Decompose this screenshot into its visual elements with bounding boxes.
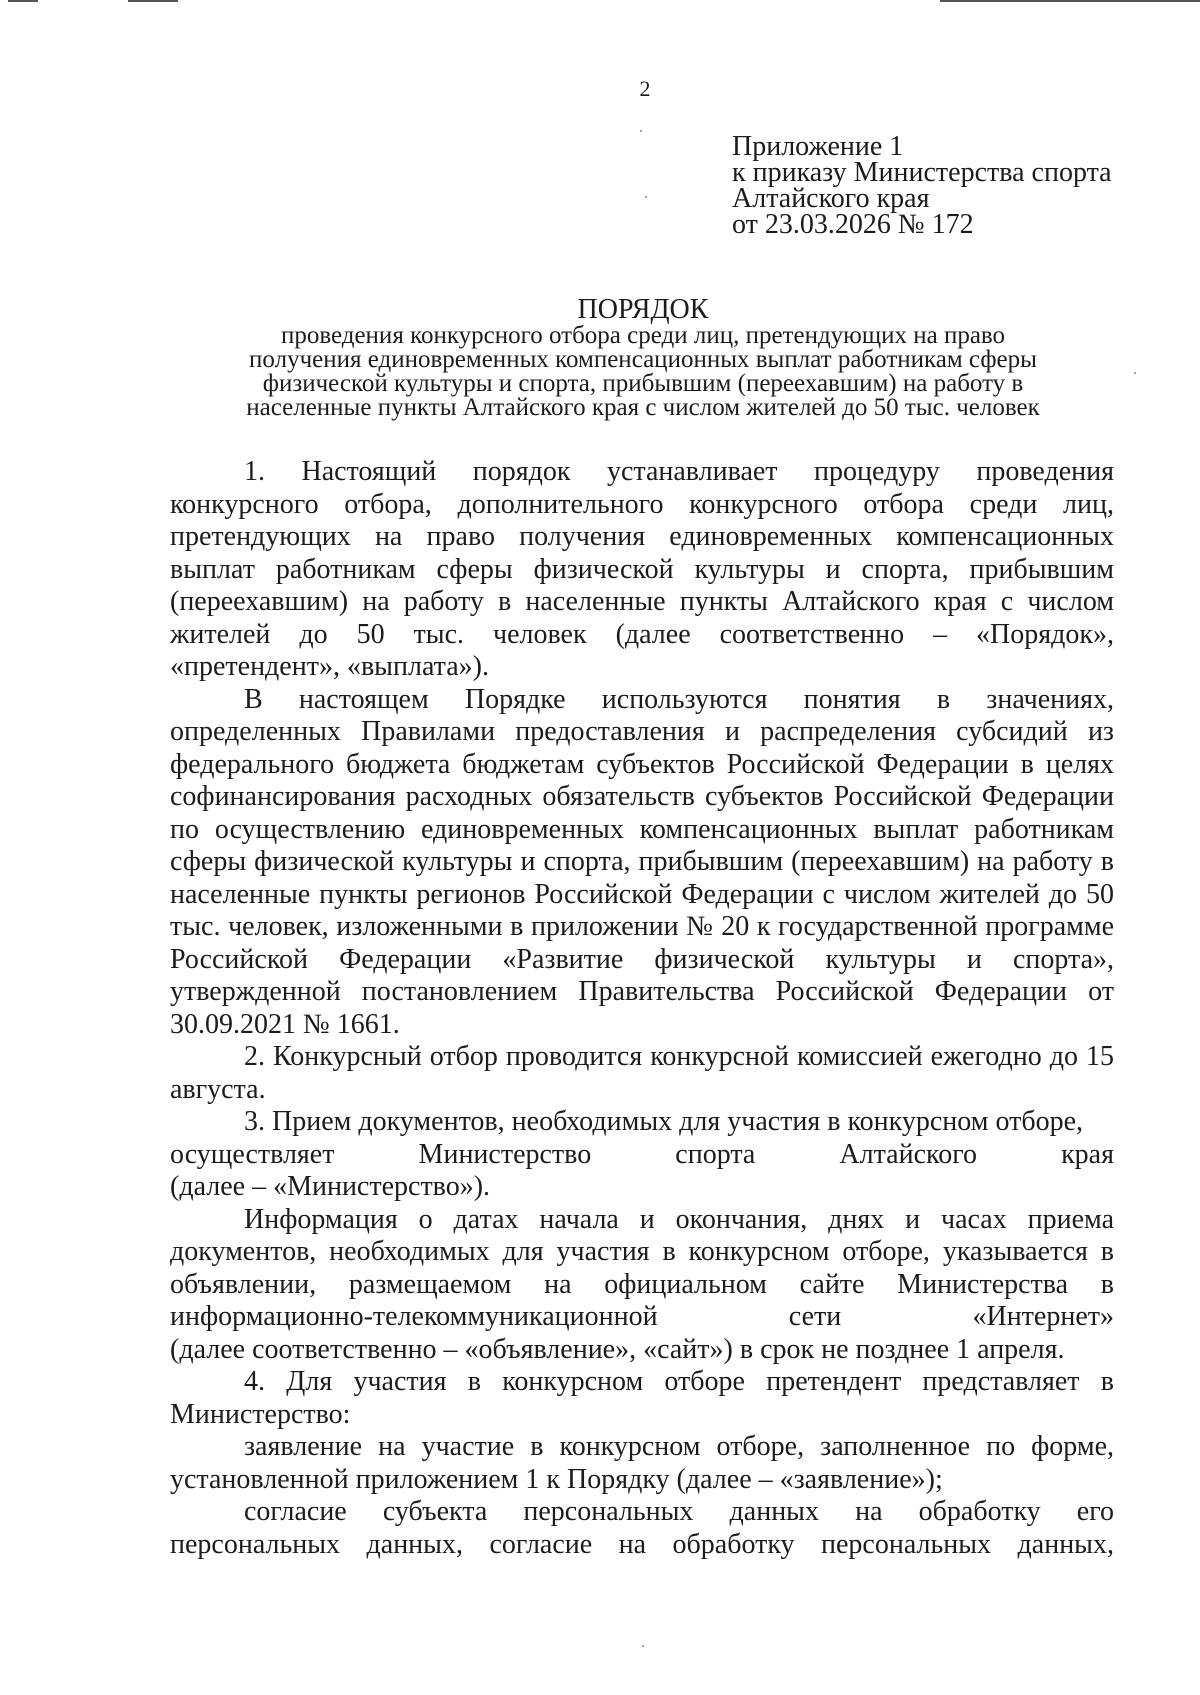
subtitle-line: физической культуры и спорта, прибывшим (переехавшим) на работу в [262, 370, 1024, 397]
appendix-block [732, 131, 1112, 240]
scan-edge-line-center [128, 0, 178, 2]
scan-edge-line-right [940, 0, 1200, 2]
paragraph-5 [170, 1204, 1114, 1367]
paragraph-line: объявлении, размещаемом на официальном сайте Министерства в [170, 1268, 1114, 1300]
paragraph-line: информационно-телекоммуникационной сети «Интернет» [170, 1301, 1114, 1332]
subtitle-line: проведения конкурсного отбора среди лиц, претендующих на право [280, 322, 1006, 349]
document-title: ПОРЯДОК [577, 294, 709, 325]
appendix-line: от 23.03.2026 № 172 [732, 209, 974, 240]
document-body [170, 456, 1114, 1561]
paragraph-6: 4. Для участия в конкурсном отборе претендент представляет в Министерство: [170, 1366, 1114, 1430]
scan-edge-line-left [8, 0, 38, 2]
paragraph-1: 1. Настоящий порядок устанавливает процедуру проведения конкурсного отбора, дополнительного конкурсного отбора среди лиц, претендующих на право получения единовременных компенсационных выплат работникам сферы физической культуры и спорта, прибывшим (переехавшим) на работу в населенные пункты Алтайского края с числом жителей до 50 тыс. человек (далее соответственно – «Порядок», «претендент», «выплата»). [170, 456, 1114, 682]
paragraph-line: согласие субъекта персональных данных на обработку его [244, 1496, 1114, 1527]
paragraph-line: (далее – «Министерство»). [170, 1171, 491, 1202]
paragraph-line: Информация о датах начала и окончания, днях и часах приема [244, 1203, 1114, 1235]
paragraph-line: документов, необходимых для участия в конкурсном отборе, указывается в [170, 1236, 1114, 1267]
paragraph-3: 2. Конкурсный отбор проводится конкурсной комиссией ежегодно до 15 августа. [170, 1041, 1114, 1105]
paragraph-line: персональных данных, согласие на обработку персональных данных, [170, 1528, 1114, 1560]
subtitle-line: населенные пункты Алтайского края с числом жителей до 50 тыс. человек [246, 394, 1040, 421]
subtitle-line: получения единовременных компенсационных выплат работникам сферы [249, 346, 1037, 373]
paragraph-line: осуществляет Министерство спорта Алтайского края [170, 1138, 1114, 1170]
appendix-line: Приложение 1 [732, 131, 904, 162]
paragraph-4 [170, 1106, 1114, 1204]
scan-speck [642, 1645, 644, 1647]
scan-speck [1134, 372, 1136, 374]
paragraph-2: В настоящем Порядке используются понятия в значениях, определенных Правилами предоставления и распределения субсидий из федерального бюджета бюджетам субъектов Российской Федерации в целях софинансирования расходных обязательств субъектов Российской Федерации по осуществлению единовременных компенсационных выплат работникам сферы физической культуры и спорта, прибывшим (переехавшим) на работу в населенные пункты регионов Российской Федерации с числом жителей до 50 тыс. человек, изложенными в приложении № 20 к государственной программе Российской Федерации «Развитие физической культуры и спорта», утвержденной постановлением Правительства Российской Федерации от 30.09.2021 № 1661. [170, 683, 1114, 1040]
paragraph-line: (далее соответственно – «объявление», «сайт») в срок не позднее 1 апреля. [170, 1333, 1065, 1365]
paragraph-7: заявление на участие в конкурсном отборе, заполненное по форме, установленной приложением 1 к Порядку (далее – «заявление»); [170, 1431, 1114, 1495]
scan-speck [645, 196, 647, 198]
document-subtitle [170, 324, 1116, 420]
paragraph-line: 3. Прием документов, необходимых для участия в конкурсном отборе, [244, 1106, 1084, 1137]
paragraph-8 [170, 1496, 1114, 1561]
appendix-line: Алтайского края [732, 183, 930, 214]
page-number: 2 [639, 76, 651, 101]
appendix-line: к приказу Министерства спорта [732, 157, 1112, 188]
scan-speck [640, 130, 642, 132]
